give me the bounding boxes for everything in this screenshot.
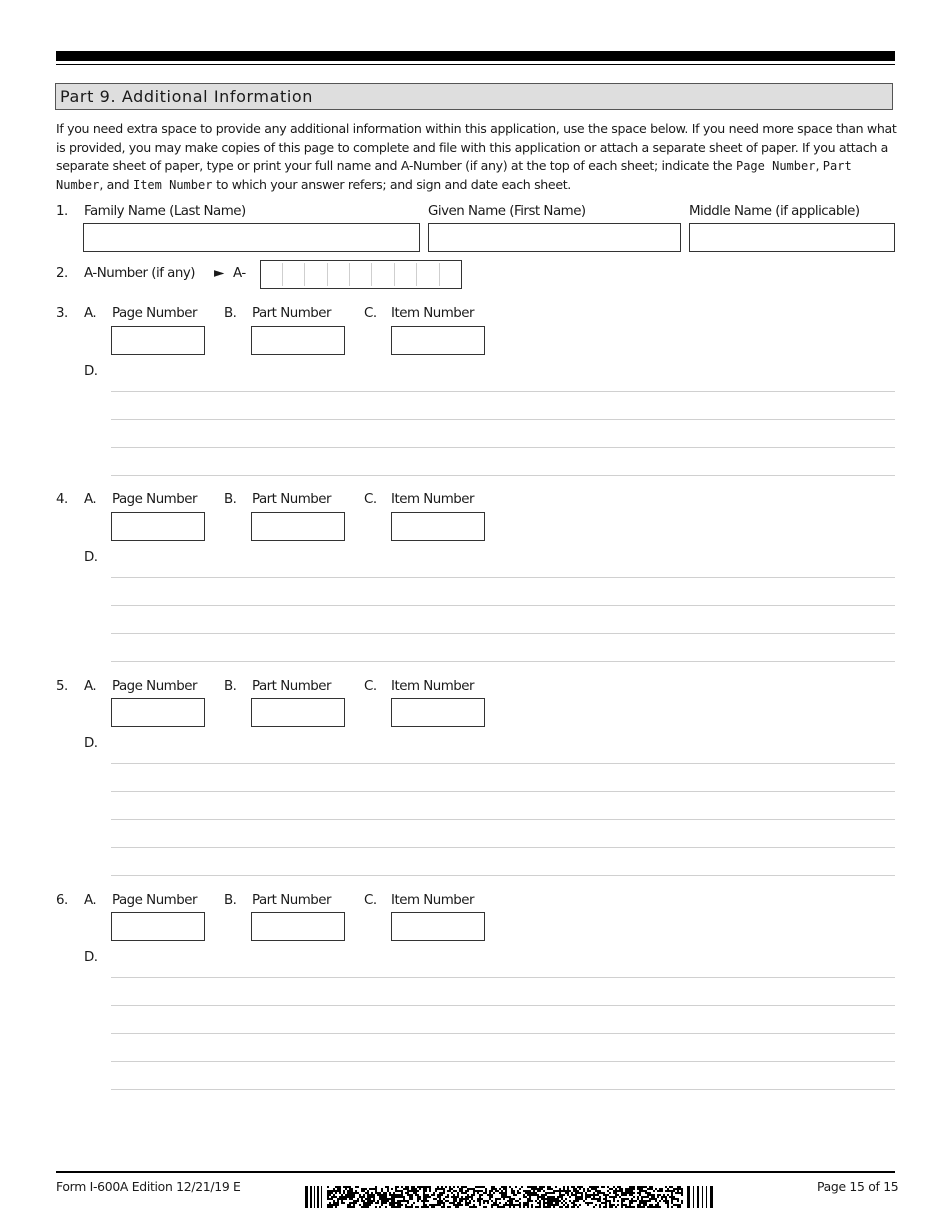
answer-line xyxy=(111,661,895,662)
answer-line xyxy=(111,605,895,606)
a-number-digit-divider xyxy=(416,263,417,286)
a-number-digit-divider xyxy=(282,263,283,286)
part-number-label: Part Number xyxy=(252,679,331,694)
page-number-field[interactable] xyxy=(111,698,205,727)
answer-letter: D. xyxy=(84,364,98,379)
page-number-label: Page Number xyxy=(112,306,197,321)
part-number-field[interactable] xyxy=(251,698,345,727)
a-number-digit-divider xyxy=(349,263,350,286)
header-thick-rule xyxy=(56,51,895,61)
answer-line xyxy=(111,763,895,764)
part-number-label: Part Number xyxy=(252,306,331,321)
item-number-field[interactable] xyxy=(391,698,485,727)
answer-line xyxy=(111,791,895,792)
page-number-field[interactable] xyxy=(111,512,205,541)
part-number-letter: B. xyxy=(224,306,237,321)
answer-letter: D. xyxy=(84,550,98,565)
part-number-field[interactable] xyxy=(251,512,345,541)
footer-rule xyxy=(56,1171,895,1173)
a-number-digit-divider xyxy=(439,263,440,286)
given-name-field[interactable] xyxy=(428,223,681,252)
page-number-letter: A. xyxy=(84,306,97,321)
a-number-field[interactable] xyxy=(260,260,462,289)
item-2-number: 2. xyxy=(56,266,68,281)
item-number-letter: C. xyxy=(364,679,377,694)
a-number-digit-divider xyxy=(304,263,305,286)
middle-name-field[interactable] xyxy=(689,223,895,252)
item-number-field[interactable] xyxy=(391,326,485,355)
answer-line xyxy=(111,475,895,476)
a-number-digit-divider xyxy=(371,263,372,286)
middle-name-label: Middle Name (if applicable) xyxy=(689,204,860,219)
part-number-label: Part Number xyxy=(252,893,331,908)
item-number-field[interactable] xyxy=(391,912,485,941)
answer-letter: D. xyxy=(84,736,98,751)
section-number: 4. xyxy=(56,492,68,507)
part-number-letter: B. xyxy=(224,679,237,694)
header-thin-rule xyxy=(56,64,895,65)
instructions-text xyxy=(56,120,898,194)
page-number-label: Page Number xyxy=(112,893,197,908)
arrow-right-icon: ► xyxy=(214,266,224,281)
instructions-sep-2: , and xyxy=(99,176,133,192)
page-number-letter: A. xyxy=(84,893,97,908)
page-number-letter: A. xyxy=(84,679,97,694)
page-number-label: Page Number xyxy=(112,679,197,694)
section-number: 3. xyxy=(56,306,68,321)
instructions-code-part: Part Number xyxy=(56,159,852,192)
part-number-letter: B. xyxy=(224,893,237,908)
page-number-info: Page 15 of 15 xyxy=(817,1179,899,1194)
item-1-number: 1. xyxy=(56,204,68,219)
page-number-field[interactable] xyxy=(111,326,205,355)
part-title: Part 9. Additional Information xyxy=(55,83,893,110)
a-number-label: A-Number (if any) xyxy=(84,266,196,281)
answer-line xyxy=(111,391,895,392)
barcode-image xyxy=(305,1186,713,1208)
answer-line xyxy=(111,1033,895,1034)
instructions-code-item: Item Number xyxy=(132,177,213,192)
answer-line xyxy=(111,1089,895,1090)
part-number-letter: B. xyxy=(224,492,237,507)
section-number: 6. xyxy=(56,893,68,908)
section-number: 5. xyxy=(56,679,68,694)
instructions-text-2: to which your answer refers; and sign and date each sheet. xyxy=(212,176,571,192)
item-number-field[interactable] xyxy=(391,512,485,541)
a-number-digit-divider xyxy=(327,263,328,286)
answer-line xyxy=(111,977,895,978)
given-name-label: Given Name (First Name) xyxy=(428,204,586,219)
a-number-digit-divider xyxy=(394,263,395,286)
family-name-field[interactable] xyxy=(83,223,420,252)
item-number-letter: C. xyxy=(364,893,377,908)
answer-line xyxy=(111,1005,895,1006)
page-number-field[interactable] xyxy=(111,912,205,941)
item-number-label: Item Number xyxy=(391,492,475,507)
answer-line xyxy=(111,633,895,634)
answer-line xyxy=(111,447,895,448)
answer-line xyxy=(111,819,895,820)
item-number-label: Item Number xyxy=(391,679,475,694)
part-number-label: Part Number xyxy=(252,492,331,507)
instructions-text-1: If you need extra space to provide any additional information within this application, use the space below. If you need more space than what is provided, you may make copies of this page to complete and file with this application or attach a separate sheet of paper. If you attach a separate sheet of paper, type or print your full name and A-Number (if any) at the top of each sheet; indicate the xyxy=(56,121,897,173)
part-number-field[interactable] xyxy=(251,912,345,941)
item-number-label: Item Number xyxy=(391,893,475,908)
answer-letter: D. xyxy=(84,950,98,965)
family-name-label: Family Name (Last Name) xyxy=(84,204,246,219)
instructions-sep-1: , xyxy=(815,158,823,173)
answer-line xyxy=(111,577,895,578)
page-number-letter: A. xyxy=(84,492,97,507)
page-number-label: Page Number xyxy=(112,492,197,507)
answer-line xyxy=(111,1061,895,1062)
item-number-label: Item Number xyxy=(391,306,475,321)
instructions-code-page: Page Number xyxy=(735,159,816,173)
a-number-prefix: A- xyxy=(233,266,246,281)
answer-line xyxy=(111,419,895,420)
answer-line xyxy=(111,847,895,848)
form-edition-info: Form I-600A Edition 12/21/19 E xyxy=(56,1179,241,1194)
item-number-letter: C. xyxy=(364,492,377,507)
item-number-letter: C. xyxy=(364,306,377,321)
answer-line xyxy=(111,875,895,876)
part-number-field[interactable] xyxy=(251,326,345,355)
